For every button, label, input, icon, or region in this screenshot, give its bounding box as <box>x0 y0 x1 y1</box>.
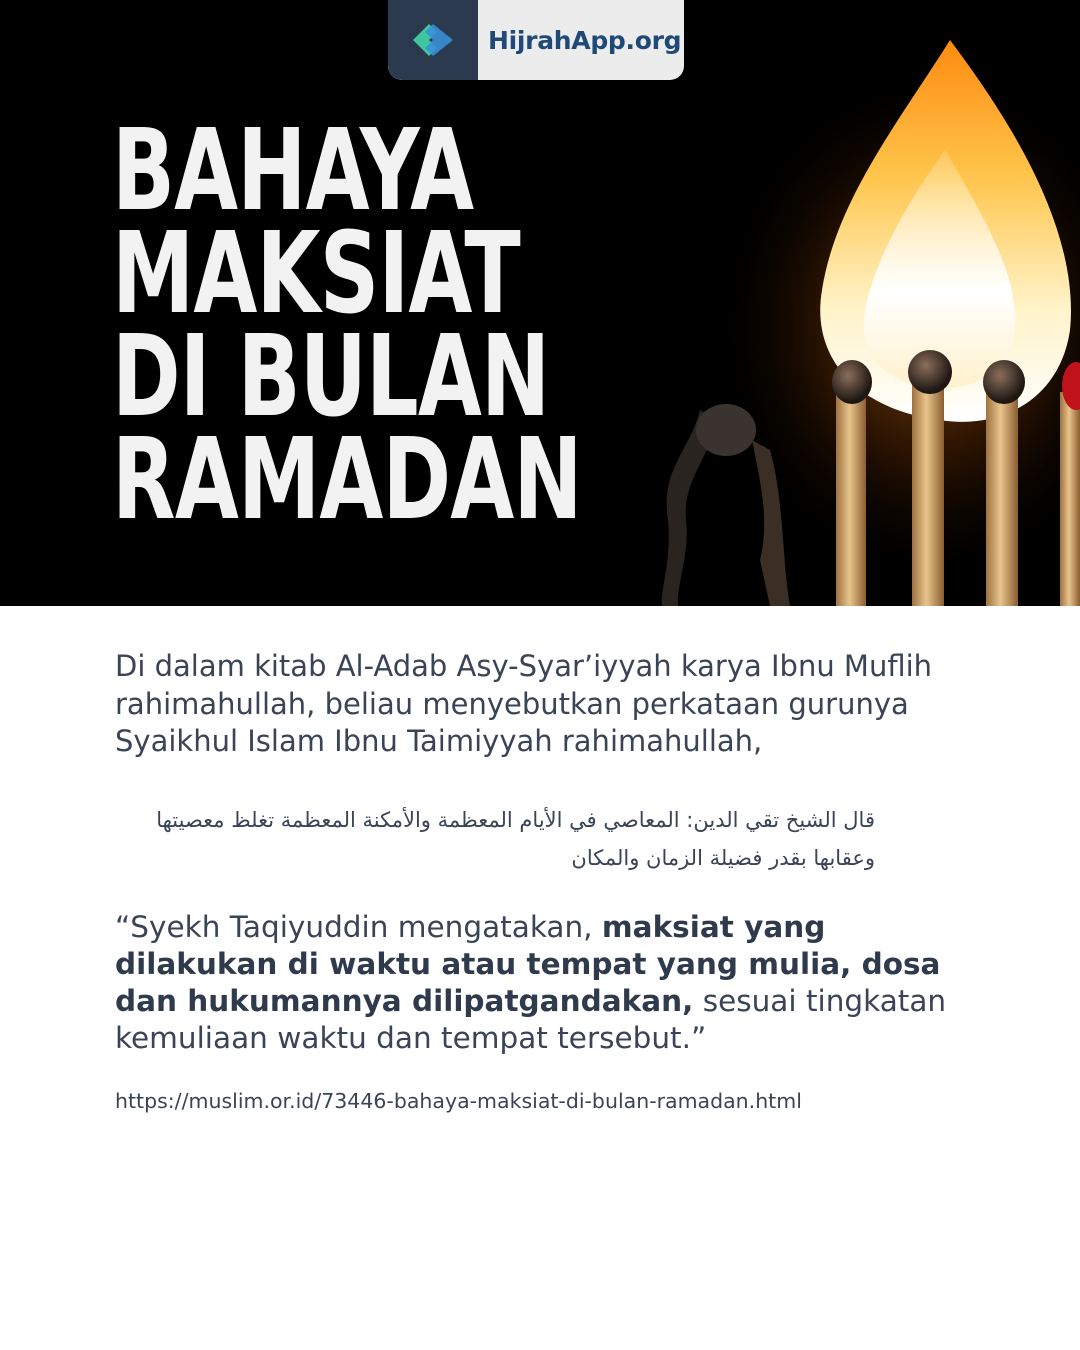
title-line-3: DI BULAN <box>112 312 550 442</box>
brand-domain-suffix: .org <box>625 25 682 55</box>
page-title <box>112 106 582 545</box>
arabic-quote: قال الشيخ تقي الدين: المعاصي في الأيام المعظمة والأمكنة المعظمة تغلظ معصيتها وعقابها بقدر فضيلة الزمان والمكان <box>156 807 875 870</box>
quote-end: sesuai tingkatan kemuliaan waktu dan tempat tersebut.” <box>115 983 947 1055</box>
source-link[interactable]: https://muslim.or.id/73446-bahaya-maksiat-di-bulan-ramadan.html <box>115 1088 802 1113</box>
hero-banner <box>0 0 1080 606</box>
hijrahapp-logo-icon <box>388 0 478 80</box>
article-body <box>115 648 955 1113</box>
quote-highlight: maksiat yang dilakukan di waktu atau tempat yang mulia, dosa dan hukumannya dilipatgandakan, <box>115 909 941 1018</box>
brand-badge[interactable] <box>388 0 684 80</box>
brand-name-regular: Hijrah <box>488 25 572 55</box>
brand-name-bold: App <box>571 25 626 55</box>
quote-start: “Syekh Taqiyuddin mengatakan, <box>115 909 602 944</box>
translation-quote <box>115 909 955 1057</box>
title-line-1: BAHAYA <box>112 106 474 236</box>
title-line-2: MAKSIAT <box>112 209 520 339</box>
title-line-4: RAMADAN <box>112 415 582 545</box>
intro-paragraph: Di dalam kitab Al-Adab Asy-Syar’iyyah karya Ibnu Muflih rahimahullah, beliau menyebutkan perkataan gurunya Syaikhul Islam Ibnu Taimiyyah rahimahullah, <box>115 649 933 758</box>
brand-name <box>488 26 681 55</box>
